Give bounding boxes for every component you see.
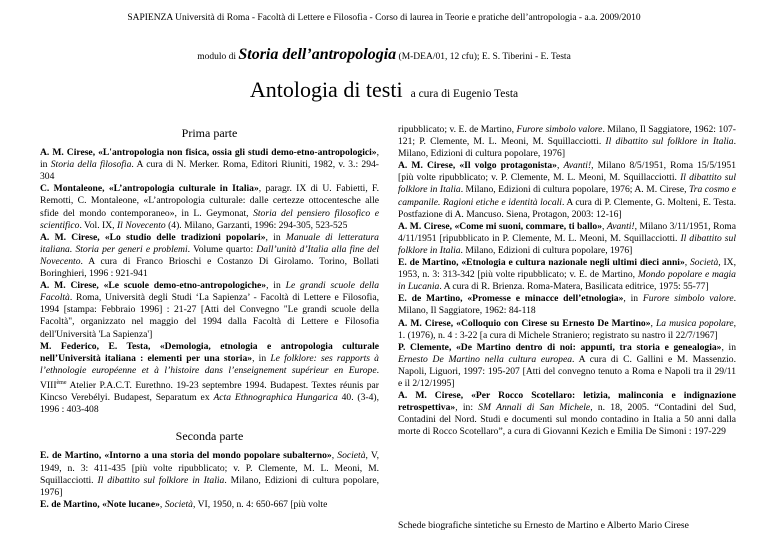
page-title-line	[0, 77, 768, 103]
right-column	[398, 124, 736, 438]
bibliography-entry: A. M. Cirese, «Per Rocco Scotellaro: letizia, malinconia e indignazione retrospettiva», in: SM Annali di San Michele, n. 18, 2005. “Contadini del Sud, Contadini del Nord. Studi e documenti sul mondo contadino in Italia a 50 anni dalla morte di Rocco Scotellaro”, a cura di Giovanni Kezich e Emilia De Simoni : 197-229	[398, 390, 736, 438]
bibliography-entry: A. M. Cirese, «Le scuole demo-etno-antropologiche», in Le grandi scuole della Facoltà. Roma, Università degli Studi ‘La Sapienza’ - Facoltà di Lettere e Filosofia, 1994 [stampa: Febbraio 1996] : 21-27 [Atti del Convegno "Le grandi scuole della Facoltà", organizzato nel maggio del 1994 dalla Facoltà di Lettere e Filosofia dell'Università 'La Sapienza']	[40, 280, 379, 340]
footer-note: Schede biografiche sintetiche su Ernesto de Martino e Alberto Mario Cirese	[398, 520, 689, 531]
module-line	[0, 46, 768, 66]
bibliography-entry: A. M. Cirese, «Lo studio delle tradizioni popolari», in Manuale di letteratura italiana. Storia per generi e problemi. Volume quarto: Dall’unità d’Italia alla fine del Novecento. A cura di Franco Brioschi e Costanzo Di Girolamo. Torino, Bollati Boringhieri, 1996 : 921-941	[40, 231, 379, 280]
bibliography-entry: A. M. Cirese, «Come mi suoni, commare, ti ballo», Avanti!, Milano 3/11/1951, Roma 4/11/1951 [ripubblicato in P. Clemente, M. L. Meoni, M. Squillacciotti. Il dibattito sul folklore in Italia. Milano, Edizioni di cultura popolare, 1976]	[398, 220, 737, 256]
section-title-first: Prima parte	[181, 126, 238, 140]
section-title-second: Seconda parte	[175, 429, 244, 444]
bibliography-entry: C. Montaleone, «L’antropologia culturale in Italia», paragr. IX di U. Fabietti, F. Remotti, C. Montaleone, «L’antropologia culturale: dalle certezze ottocentesche alle sfide del mondo contemporaneo», in L. Geymonat, Storia del pensiero filosofico e scientifico. Vol. IX, Il Novecento (4). Milano, Garzanti, 1996: 294-305, 523-525	[40, 183, 380, 231]
bibliography-entry: M. Federico, E. Testa, «Demologia, etnologia e antropologia culturale nell’Università italiana : elementi per una storia», in Le folklore: ses rapports à l’ethnologie européenne et à l’histoire dans l’enseignement supérieur en Europe. VIIIème Atelier P.A.C.T. Eurethno. 19-23 septembre 1994. Budapest. Textes réunis par Kincso Verebélyi. Budapest, Separatum ex Acta Ethnographica Hungarica 40. (3-4), 1996 : 403-408	[40, 340, 379, 416]
bibliography-entry: A. M. Cirese, «Colloquio con Cirese su Ernesto De Martino», La musica popolare, 1. (1976), n. 4 : 3-22 [a cura di Michele Straniero; registrato su nastro il 22/7/1967]	[398, 317, 736, 341]
page-title: Antologia di testi	[249, 77, 403, 102]
bibliography-entry: P. Clemente, «De Martino dentro di noi: appunti, tra storia e genealogia», in Ernesto De Martino nella cultura europea. A cura di C. Gallini e M. Massenzio. Napoli, Liguori, 1997: 195-207 [Atti del convegno tenuto a Roma e Napoli tra il 29/11 e il 2/12/1995]	[398, 341, 737, 389]
bibliography-entry: ripubblicato; v. E. de Martino, Furore simbolo valore. Milano, Il Saggiatore, 1962: 107-121; P. Clemente, M. L. Meoni, M. Squillacciotti. Il dibattito sul folklore in Italia. Milano, Edizioni di cultura popolare, 1976]	[398, 124, 737, 160]
page-subtitle: a cura di Eugenio Testa	[410, 88, 519, 100]
bibliography-entry: E. de Martino, «Note lucane», Società, VI, 1950, n. 4: 650-667 [più volte	[40, 498, 328, 510]
bibliography-entry: E. de Martino, «Promesse e minacce dell’etnologia», in Furore simbolo valore. Milano, Il Saggiatore, 1962: 84-118	[398, 293, 736, 317]
module-prefix: modulo di	[197, 52, 239, 62]
bibliography-entry: A. M. Cirese, «L'antropologia non fisica, ossia gli studi demo-etno-antropologici», in Storia della filosofia. A cura di N. Merker. Roma, Editori Riuniti, 1982, v. 3.: 294-304	[40, 147, 379, 183]
course-header: SAPIENZA Università di Roma - Facoltà di Lettere e Filosofia - Corso di laurea in Teorie e pratiche dell’antropologia - a.a. 2009/2010	[127, 13, 641, 23]
module-name: Storia dell’antropologia	[238, 46, 397, 63]
module-suffix: (M-DEA/01, 12 cfu); E. S. Tiberini - E. Testa	[396, 52, 571, 62]
bibliography-entry: A. M. Cirese, «Il volgo protagonista», Avanti!, Milano 8/5/1951, Roma 15/5/1951 [più volte ripubblicato; v. P. Clemente, M. L. Meoni, M. Squillacciotti. Il dibattito sul folklore in Italia. Milano, Edizioni di cultura popolare, 1976; A. M. Cirese, Tra cosmo e campanile. Ragioni etiche e identità locali. A cura di P. Clemente, G. Molteni, E. Testa. Postfazione di A. Mancuso. Siena, Protagon, 2003: 12-16]	[398, 160, 737, 220]
bibliography-entry: E. de Martino, «Intorno a una storia del mondo popolare subalterno», Società, V, 1949, n. 3: 411-435 [più volte ripubblicato; v. P. Clemente, M. L. Meoni, M. Squillacciotti. Il dibattito sul folklore in Italia. Milano, Edizioni di cultura popolare, 1976]	[40, 450, 380, 498]
left-column	[40, 124, 379, 511]
bibliography-entry: E. de Martino, «Etnologia e cultura nazionale negli ultimi dieci anni», Società, IX, 1953, n. 3: 313-342 [più volte ripubblicato; v. E. de Martino, Mondo popolare e magia in Lucania. A cura di R. Brienza. Roma-Matera, Basilicata editrice, 1975: 55-77]	[398, 257, 736, 293]
